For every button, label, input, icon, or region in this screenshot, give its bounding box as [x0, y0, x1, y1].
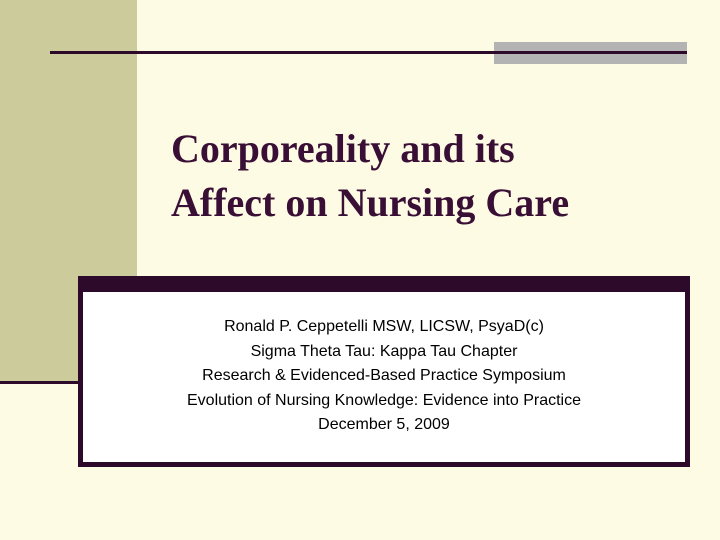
date-line: December 5, 2009: [318, 416, 450, 433]
symposium-line: Research & Evidenced-Based Practice Symposium: [202, 367, 566, 384]
subtitle-box: [78, 276, 690, 467]
slide-title: [171, 122, 691, 230]
subtitle-text: [83, 315, 685, 438]
theme-line: Evolution of Nursing Knowledge: Evidence into Practice: [187, 391, 581, 409]
slide-title-line-1: Corporeality and its: [171, 126, 515, 171]
slide-title-line-2: Affect on Nursing Care: [171, 180, 570, 225]
author-line: Ronald P. Ceppetelli MSW, LICSW, PsyaD(c): [224, 318, 544, 335]
chapter-line: Sigma Theta Tau: Kappa Tau Chapter: [250, 342, 518, 360]
top-horizontal-rule: [50, 51, 687, 54]
